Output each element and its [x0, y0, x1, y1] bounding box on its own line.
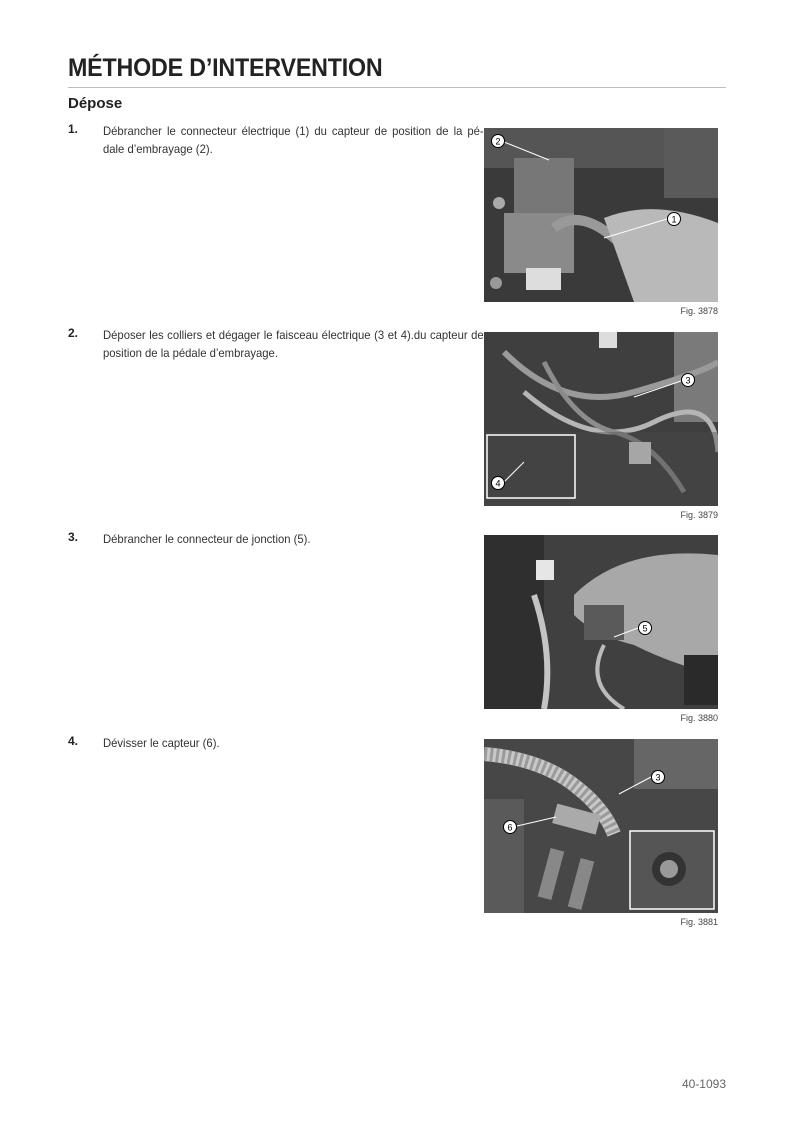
callout-4 — [492, 477, 505, 490]
photo-wiring-harness — [484, 332, 718, 506]
photo-clutch-pedal-sensor — [484, 128, 718, 302]
step-number: 3. — [68, 530, 79, 544]
page-number: 40-1093 — [681, 1077, 726, 1091]
figure-caption: Fig. 3879 — [680, 510, 718, 520]
step-text: Débrancher le connecteur électrique (1) du capteur de position de la pé-dale d’embrayage (2). — [103, 124, 484, 156]
step-number: 1. — [68, 122, 79, 136]
photo-sensor-removal — [484, 739, 718, 913]
svg-text:4: 4 — [495, 478, 501, 489]
figure-caption: Fig. 3880 — [680, 713, 718, 723]
section-heading: Dépose — [68, 95, 123, 112]
svg-text:5: 5 — [642, 623, 648, 634]
callout-3 — [652, 771, 665, 784]
callout-6 — [504, 821, 517, 834]
callout-2 — [492, 135, 505, 148]
figure-caption: Fig. 3881 — [680, 917, 718, 927]
step-text: Dévisser le capteur (6). — [103, 736, 220, 750]
page-title: MÉTHODE D’INTERVENTION — [68, 54, 383, 82]
callout-1 — [668, 213, 681, 226]
step-text: Débrancher le connecteur de jonction (5). — [103, 532, 311, 546]
title-divider — [68, 87, 726, 88]
svg-text:1: 1 — [671, 214, 677, 225]
step-text: Déposer les colliers et dégager le faisceau électrique (3 et 4).du capteur de position de la pédale d’embrayage. — [103, 328, 484, 360]
svg-text:2: 2 — [495, 136, 501, 147]
svg-text:3: 3 — [685, 375, 691, 386]
step-number: 4. — [68, 734, 79, 748]
callout-3 — [682, 374, 695, 387]
photo-junction-connector — [484, 535, 718, 709]
figure-caption: Fig. 3878 — [680, 306, 718, 316]
svg-text:3: 3 — [655, 772, 661, 783]
step-number: 2. — [68, 326, 79, 340]
svg-text:6: 6 — [507, 822, 513, 833]
callout-5 — [639, 622, 652, 635]
